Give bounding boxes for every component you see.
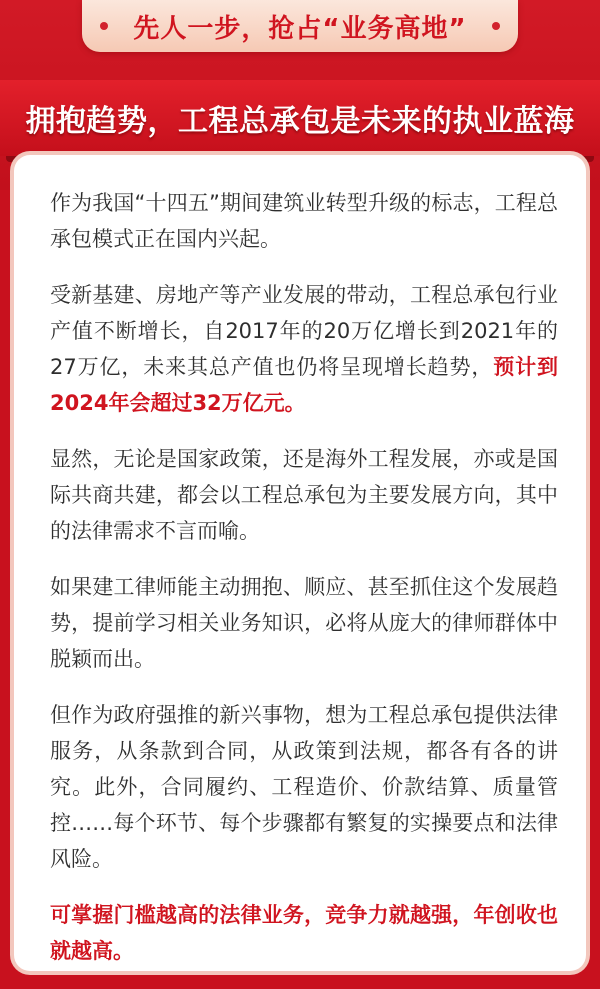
paragraph-3: 显然，无论是国家政策，还是海外工程发展，亦或是国际共商共建，都会以工程总承包为主要发展方向，其中的法律需求不言而喻。	[50, 447, 558, 543]
banner-title: 拥抱趋势，工程总承包是未来的执业蓝海	[25, 104, 575, 139]
banner-ribbon	[0, 80, 600, 156]
pill-dot-left	[100, 22, 108, 30]
content-card	[14, 155, 586, 971]
top-title-pill	[82, 0, 518, 52]
pill-dot-right	[492, 22, 500, 30]
paragraph-2-text: 受新基建、房地产等产业发展的带动，工程总承包行业产值不断增长，自2017年的20万亿增长到2021年的27万亿，未来其总产值也仍将呈现增长趋势，	[50, 283, 558, 379]
paragraph-2-highlight: 预计到2024年会超过32万亿元。	[50, 355, 558, 415]
paragraph-1: 作为我国“十四五”期间建筑业转型升级的标志，工程总承包模式正在国内兴起。	[50, 191, 558, 251]
paragraph-4: 如果建工律师能主动拥抱、顺应、甚至抓住这个发展趋势，提前学习相关业务知识，必将从庞大的律师群体中脱颖而出。	[50, 575, 558, 671]
paragraph-2	[50, 277, 558, 421]
top-title: 先人一步，抢占“业务高地”	[133, 13, 467, 44]
paragraph-5: 但作为政府强推的新兴事物，想为工程总承包提供法律服务，从条款到合同，从政策到法规，都各有各的讲究。此外，合同履约、工程造价、价款结算、质量管控……每个环节、每个步骤都有繁复的实操要点和法律风险。	[50, 703, 558, 871]
article-body	[50, 185, 558, 989]
paragraph-6-highlight: 可掌握门槛越高的法律业务，竞争力就越强，年创收也就越高。	[50, 903, 558, 963]
